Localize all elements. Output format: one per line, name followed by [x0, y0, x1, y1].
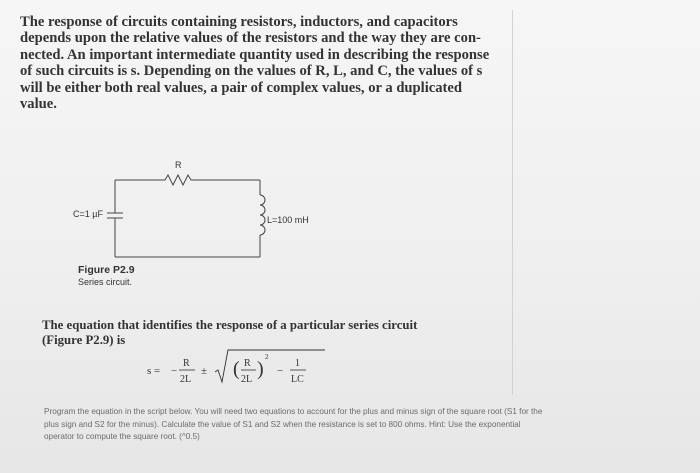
- figure-title: Figure P2.9: [78, 264, 135, 276]
- equation-intro: [42, 318, 502, 347]
- instruction-line: plus sign and S2 for the minus). Calculate the value of S1 and S2 when the resistance is set to 800 ohms. Hint: Use the exponential: [44, 419, 521, 429]
- top-wire: [115, 175, 260, 185]
- resistor-label: R: [175, 160, 182, 170]
- open-paren: (: [233, 358, 240, 380]
- equation-intro-line: (Figure P2.9) is: [42, 332, 126, 347]
- capacitor-label: C=1 µF: [73, 209, 103, 219]
- figure-subtitle: Series circuit.: [78, 277, 133, 287]
- intro-line: The response of circuits containing resistors, inductors, and capacitors: [20, 14, 458, 30]
- formula-num3: 1: [295, 358, 300, 369]
- figure-caption: [78, 264, 135, 288]
- intro-line: depends upon the relative values of the resistors and the way they are con-: [20, 30, 481, 47]
- formula-lhs: s =: [147, 365, 161, 377]
- close-paren: ): [257, 358, 264, 380]
- intro-line: value.: [20, 96, 57, 113]
- formula-den1: 2L: [180, 374, 192, 385]
- inductor-label: L=100 mH: [267, 215, 309, 225]
- formula-minus: −: [171, 365, 178, 377]
- instruction-line: operator to compute the square root. (^0.5): [44, 432, 200, 441]
- page-edge-divider: [512, 10, 513, 395]
- square-root-sign: [215, 350, 325, 382]
- instruction-line: Program the equation in the script below. You will need two equations to account for the plus and minus sign of the square root (S1 for the: [44, 407, 543, 416]
- formula-exponent: 2: [265, 353, 269, 361]
- formula-den2: 2L: [241, 374, 253, 385]
- formula-minus-2: −: [277, 365, 284, 377]
- equation-intro-line: The equation that identifies the response of a particular series circuit: [42, 318, 418, 332]
- inductor-coils: [260, 195, 265, 235]
- intro-line: nected. An important intermediate quantity used in describing the response: [20, 46, 490, 63]
- formula-den3: LC: [291, 374, 304, 385]
- formula-num1: R: [183, 358, 190, 369]
- instructions: [44, 406, 694, 444]
- intro-line: will be either both real values, a pair of complex values, or a duplicated: [20, 79, 463, 96]
- intro-paragraph: [20, 14, 508, 112]
- s-formula: [145, 347, 345, 391]
- formula-num2: R: [244, 358, 251, 369]
- intro-line: of such circuits is s. Depending on the values of R, L, and C, the values of s: [20, 63, 483, 80]
- formula-plus-minus: ±: [201, 365, 208, 377]
- series-circuit-diagram: [70, 155, 330, 267]
